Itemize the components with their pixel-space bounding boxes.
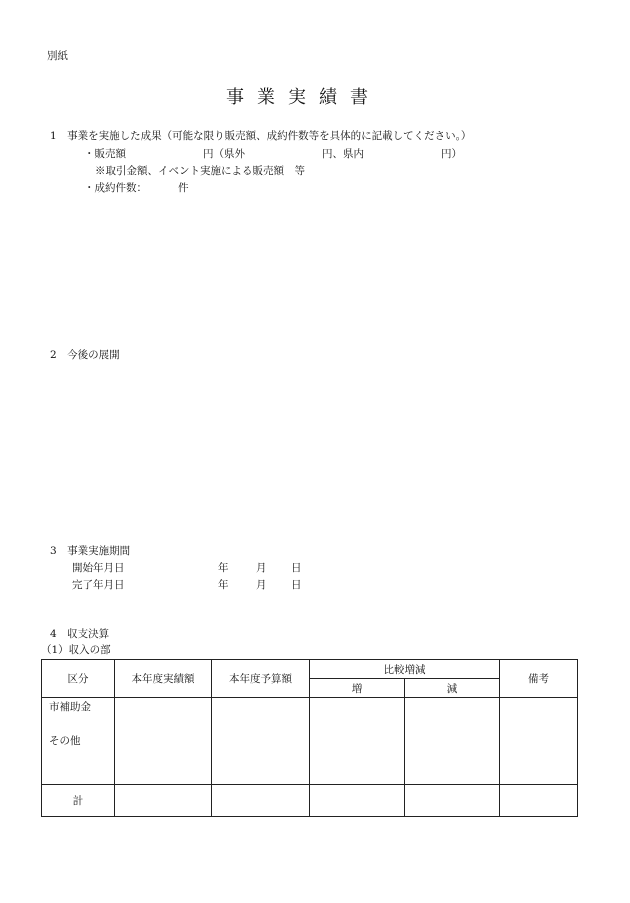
start-month-unit: 月 [256,562,267,574]
start-day-unit: 日 [291,562,302,574]
income-table [41,659,578,817]
section2-heading: 2 今後の展開 [50,349,120,361]
attachment-note: 別紙 [47,50,68,62]
section1-heading: 1 事業を実施した成果（可能な限り販売額、成約件数等を具体的に記載してください。） [50,130,472,142]
remarks-cell[interactable] [500,698,578,785]
header-actual-amount: 本年度実績額 [115,660,212,698]
start-date-label: 開始年月日 [72,562,125,574]
row-total: 計 [42,785,115,817]
budget-amount-cell[interactable] [212,698,310,785]
end-day-unit: 日 [291,579,302,591]
total-increase-cell[interactable] [310,785,405,817]
row-other: その他 [49,735,81,747]
header-decrease: 減 [405,679,500,698]
header-category: 区分 [42,660,115,698]
end-date-label: 完了年月日 [72,579,125,591]
total-budget-cell[interactable] [212,785,310,817]
end-month-unit: 月 [256,579,267,591]
header-budget-amount: 本年度予算額 [212,660,310,698]
section3-heading: 3 事業実施期間 [50,545,131,557]
start-year-unit: 年 [218,562,229,574]
category-cell [42,698,115,785]
contracts-unit: 件 [178,182,189,194]
total-remarks-cell[interactable] [500,785,578,817]
row-city-subsidy: 市補助金 [49,701,91,713]
end-year-unit: 年 [218,579,229,591]
total-decrease-cell[interactable] [405,785,500,817]
header-remarks: 備考 [500,660,578,698]
sales-note: ※取引金額、イベント実施による販売額 等 [95,165,305,177]
sales-yen-label: 円（県外 [203,148,245,160]
total-actual-cell[interactable] [115,785,212,817]
header-increase: 増 [310,679,405,698]
actual-amount-cell[interactable] [115,698,212,785]
decrease-cell[interactable] [405,698,500,785]
sales-label: ・販売額 [84,148,126,160]
income-subheading: （1）収入の部 [41,644,111,656]
contracts-label: ・成約件数： [84,182,147,194]
header-comparison: 比較増減 [310,660,500,679]
in-prefecture-label: 円） [441,148,462,160]
section4-heading: 4 収支決算 [50,628,110,640]
increase-cell[interactable] [310,698,405,785]
out-of-prefecture-label: 円、県内 [322,148,364,160]
document-title: 事業実績書 [226,87,381,108]
